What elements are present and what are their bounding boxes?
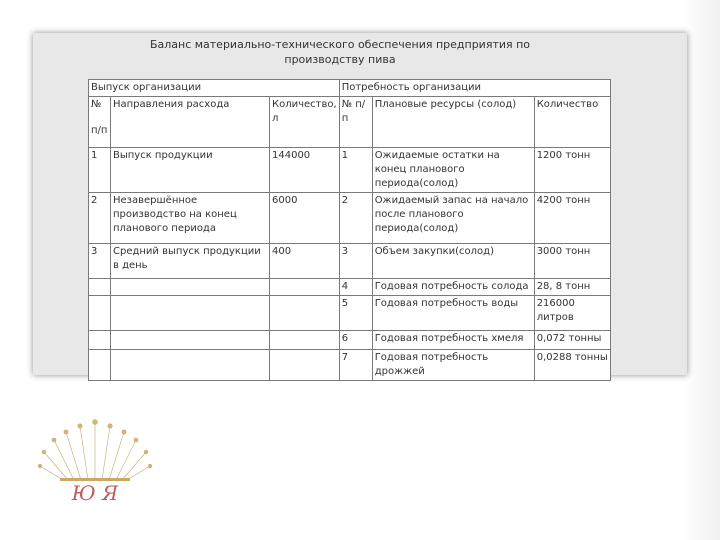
page-title (80, 37, 600, 67)
cell-qty (270, 296, 340, 331)
cell-direction: Выпуск продукции (111, 148, 270, 193)
left-group-header: Выпуск организации (89, 80, 340, 97)
cell-direction: Средний выпуск продукции в день (111, 244, 270, 279)
crown-icon (36, 418, 154, 508)
cell-qty (270, 331, 340, 350)
cell-resource: Объем закупки(солод) (372, 244, 534, 279)
cell-right-num: 5 (339, 296, 372, 331)
col-header-num (89, 97, 111, 148)
balance-table (88, 79, 611, 381)
col-header-quantity-l: Количество, л (270, 97, 340, 148)
cell-resource: Годовая потребность солода (372, 279, 534, 296)
cell-num: 2 (89, 193, 111, 244)
cell-right-num: 6 (339, 331, 372, 350)
cell-num (89, 279, 111, 296)
monogram-text: Ю Я (71, 481, 119, 505)
cell-qty (270, 279, 340, 296)
cell-right-qty: 1200 тонн (534, 148, 610, 193)
cell-num: 1 (89, 148, 111, 193)
col-header-quantity: Количество (534, 97, 610, 148)
page-edge-shadow (680, 0, 720, 540)
cell-resource: Ожидаемые остатки на конец планового периода(солод) (372, 148, 534, 193)
cell-direction (111, 331, 270, 350)
table-row (89, 350, 611, 381)
cell-direction: Незавершённое производство на конец планового периода (111, 193, 270, 244)
cell-right-qty: 3000 тонн (534, 244, 610, 279)
cell-qty (270, 350, 340, 381)
table-row (89, 148, 611, 193)
col-header-num-right: № п/п (339, 97, 372, 148)
cell-direction (111, 350, 270, 381)
cell-direction (111, 279, 270, 296)
right-group-header: Потребность организации (339, 80, 610, 97)
table-row (89, 296, 611, 331)
title-line-2: производству пива (284, 53, 396, 66)
cell-resource: Годовая потребность воды (372, 296, 534, 331)
cell-num (89, 296, 111, 331)
cell-right-qty: 216000 литров (534, 296, 610, 331)
cell-qty: 400 (270, 244, 340, 279)
cell-qty: 6000 (270, 193, 340, 244)
cell-resource: Годовая потребность хмеля (372, 331, 534, 350)
table-row (89, 244, 611, 279)
cell-right-qty: 0,072 тонны (534, 331, 610, 350)
cell-num (89, 331, 111, 350)
cell-right-num: 3 (339, 244, 372, 279)
cell-right-num: 7 (339, 350, 372, 381)
column-header-row (89, 97, 611, 148)
col-header-num-bottom: п/п (91, 125, 108, 136)
cell-qty: 144000 (270, 148, 340, 193)
cell-right-num: 4 (339, 279, 372, 296)
crown-logo (36, 418, 154, 508)
cell-resource: Годовая потребность дрожжей (372, 350, 534, 381)
cell-right-qty: 28, 8 тонн (534, 279, 610, 296)
col-header-direction: Направления расхода (111, 97, 270, 148)
cell-right-num: 1 (339, 148, 372, 193)
col-header-num-top: № (91, 99, 102, 110)
cell-right-qty: 0,0288 тонны (534, 350, 610, 381)
group-header-row (89, 80, 611, 97)
cell-right-num: 2 (339, 193, 372, 244)
col-header-resources: Плановые ресурсы (солод) (372, 97, 534, 148)
table-row (89, 279, 611, 296)
cell-num: 3 (89, 244, 111, 279)
table-row (89, 331, 611, 350)
cell-resource: Ожидаемый запас на начало после планового периода(солод) (372, 193, 534, 244)
title-line-1: Баланс материально-технического обеспечения предприятия по (149, 38, 531, 51)
cell-num (89, 350, 111, 381)
cell-direction (111, 296, 270, 331)
cell-right-qty: 4200 тонн (534, 193, 610, 244)
table-row (89, 193, 611, 244)
